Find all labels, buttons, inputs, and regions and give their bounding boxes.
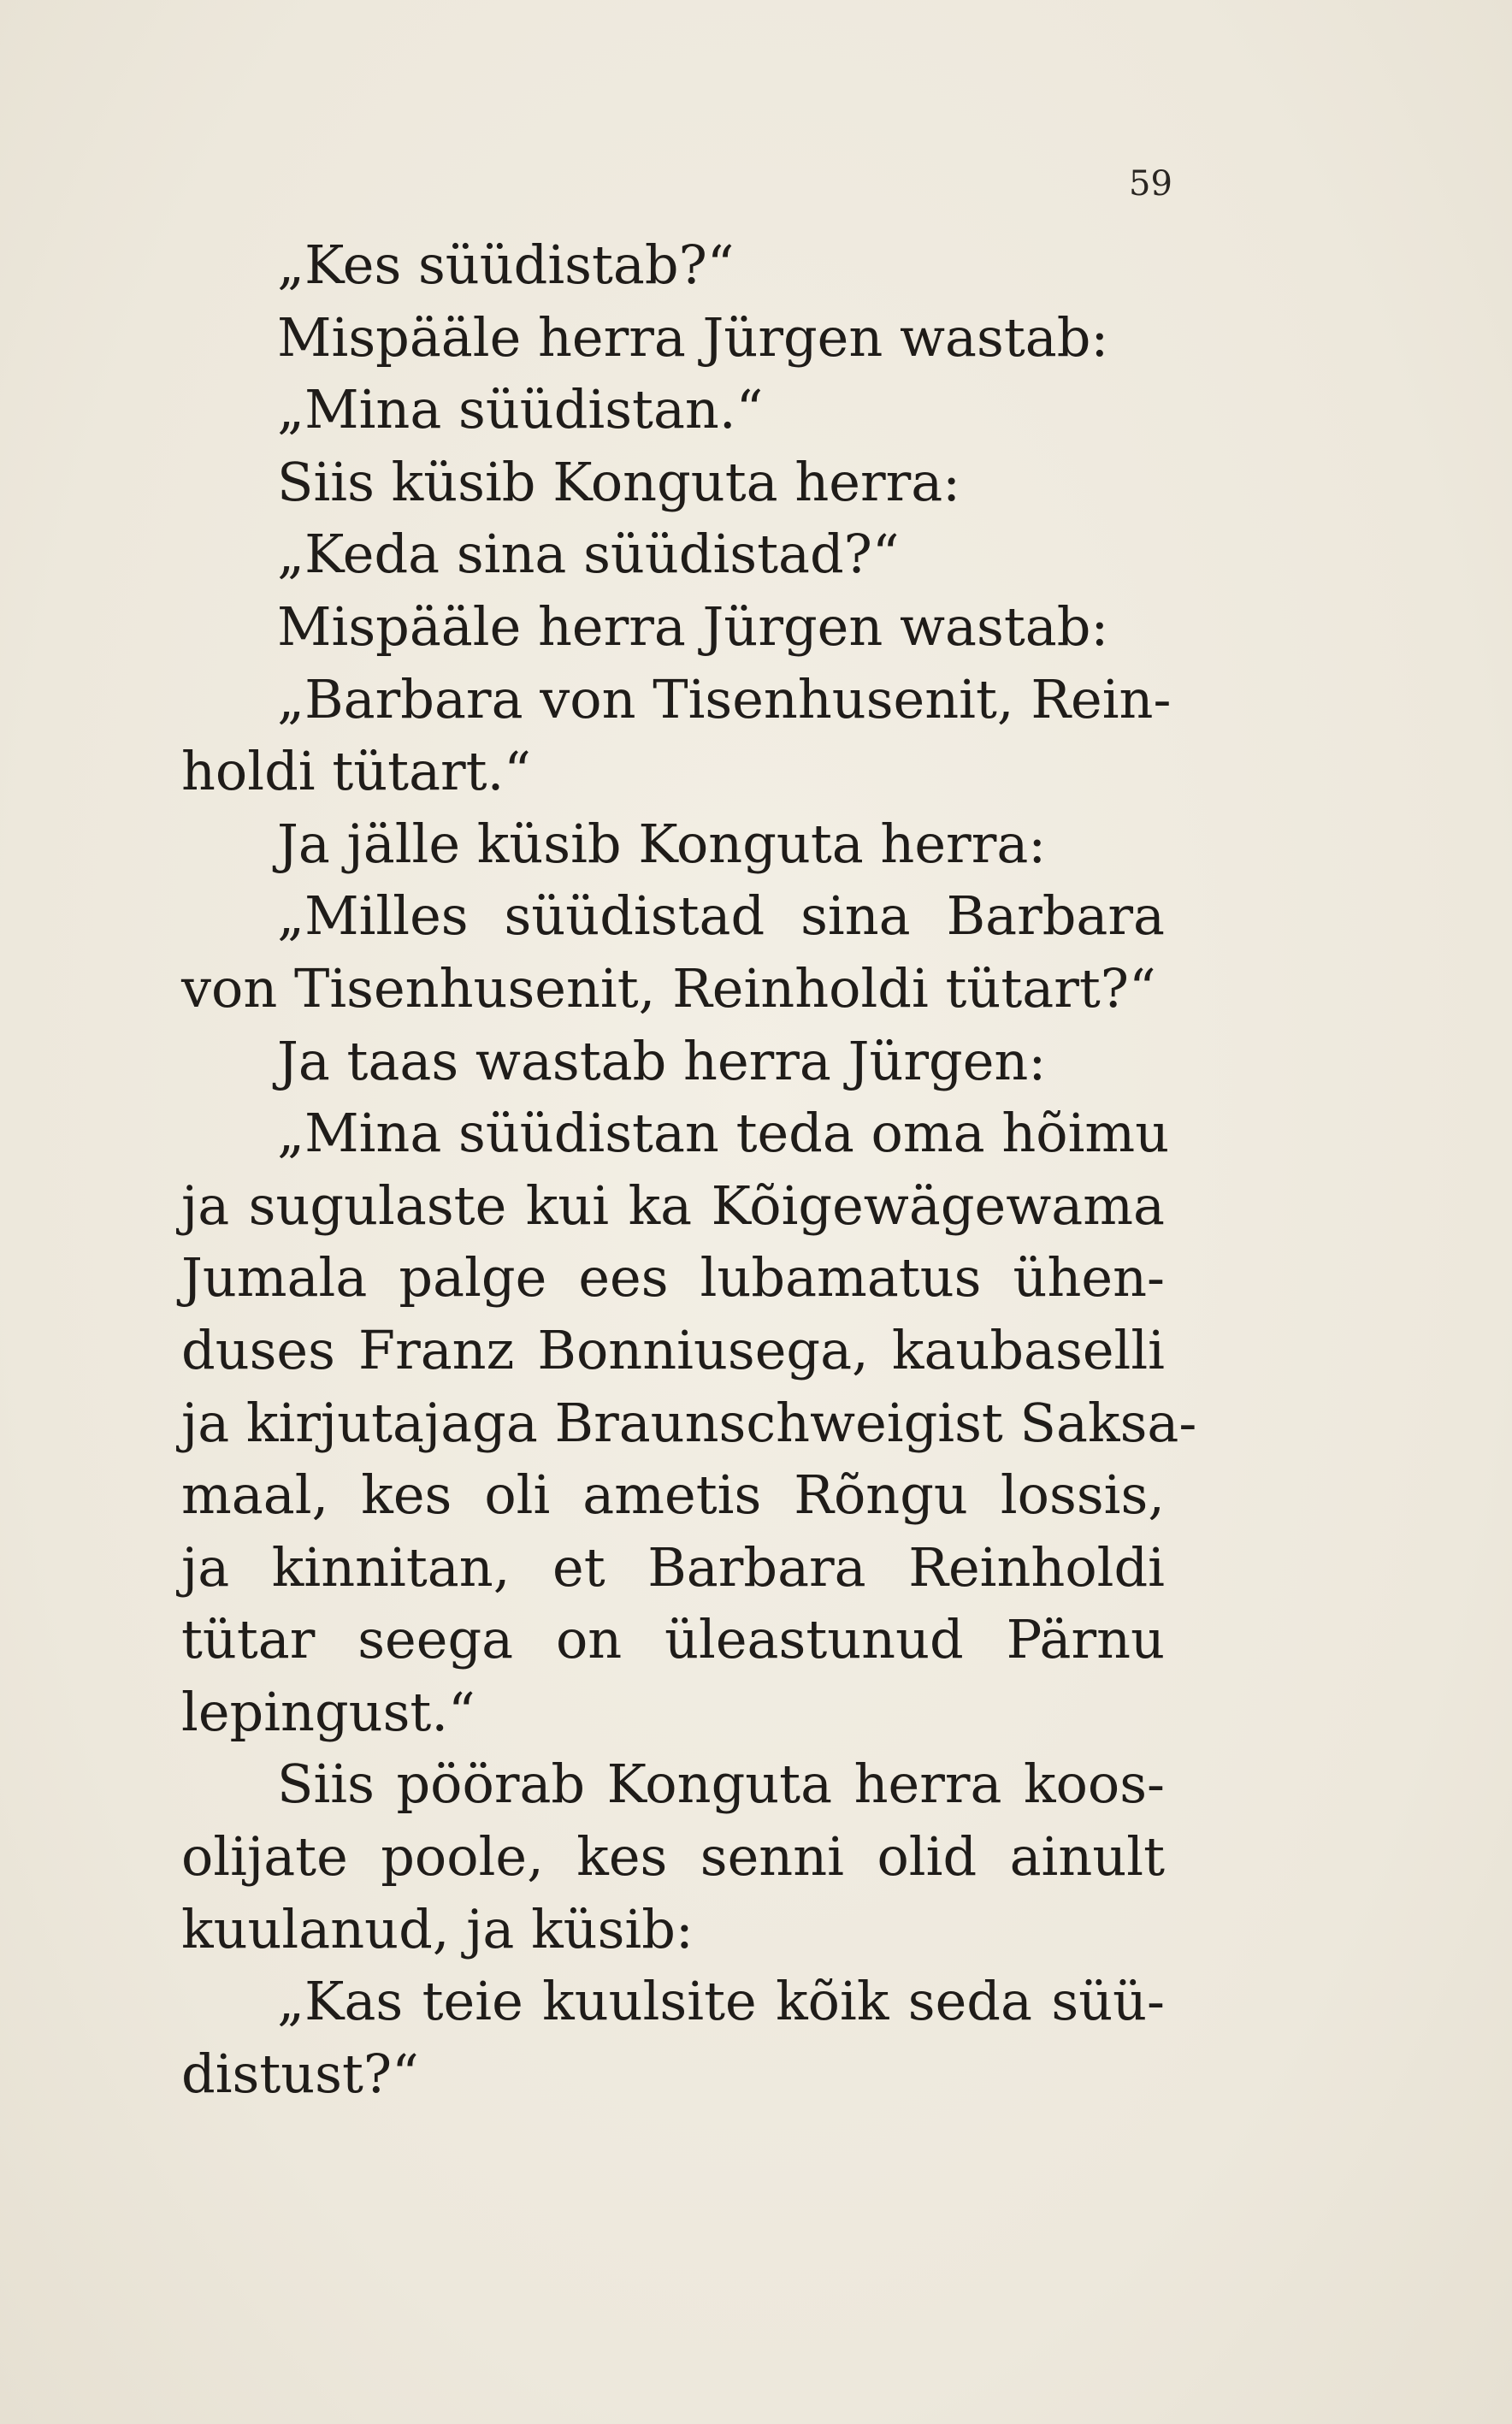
text-line: „Kes süüdistab?“ bbox=[277, 234, 735, 296]
text-line: Ja jälle küsib Konguta herra: bbox=[277, 812, 1047, 875]
text-line: tütar seega on üleastunud Pärnu bbox=[181, 1608, 1165, 1671]
page-number: 59 bbox=[1129, 164, 1172, 204]
text-line: holdi tütart.“ bbox=[181, 740, 531, 803]
text-line: maal, kes oli ametis Rõngu lossis, bbox=[181, 1463, 1165, 1527]
text-line: kuulanud, ja küsib: bbox=[181, 1897, 694, 1960]
text-line: Ja taas wastab herra Jürgen: bbox=[277, 1029, 1047, 1092]
text-line: „Milles süüdistad sina Barbara bbox=[277, 884, 1165, 948]
text-line: Mispääle herra Jürgen wastab: bbox=[277, 594, 1109, 658]
text-line: distust?“ bbox=[181, 2042, 419, 2105]
text-line: ja kinnitan, et Barbara Reinholdi bbox=[181, 1535, 1165, 1599]
text-line: olijate poole, kes senni olid ainult bbox=[181, 1825, 1165, 1889]
text-line: Jumala palge ees lubamatus ühen- bbox=[181, 1246, 1165, 1310]
body-text bbox=[181, 229, 1197, 2110]
text-line: „Mina süüdistan.“ bbox=[277, 378, 764, 441]
text-line: lepingust.“ bbox=[181, 1680, 475, 1743]
text-line: „Mina süüdistan teda oma hõimu bbox=[277, 1102, 1170, 1165]
text-line: „Kas teie kuulsite kõik seda süü- bbox=[277, 1970, 1165, 2033]
text-line: von Tisenhusenit, Reinholdi tütart?“ bbox=[181, 956, 1156, 1020]
text-line: Siis küsib Konguta herra: bbox=[277, 450, 961, 513]
text-line: „Barbara von Tisenhusenit, Rein- bbox=[277, 667, 1172, 730]
text-line: Mispääle herra Jürgen wastab: bbox=[277, 305, 1109, 369]
text-line: duses Franz Bonniusega, kaubaselli bbox=[181, 1318, 1165, 1381]
text-line: Siis pöörab Konguta herra koos- bbox=[277, 1753, 1165, 1816]
text-line: „Keda sina süüdistad?“ bbox=[277, 523, 900, 586]
text-line: ja kirjutajaga Braunschweigist Saksa- bbox=[181, 1391, 1197, 1454]
text-line: ja sugulaste kui ka Kõigewägewama bbox=[181, 1174, 1165, 1237]
